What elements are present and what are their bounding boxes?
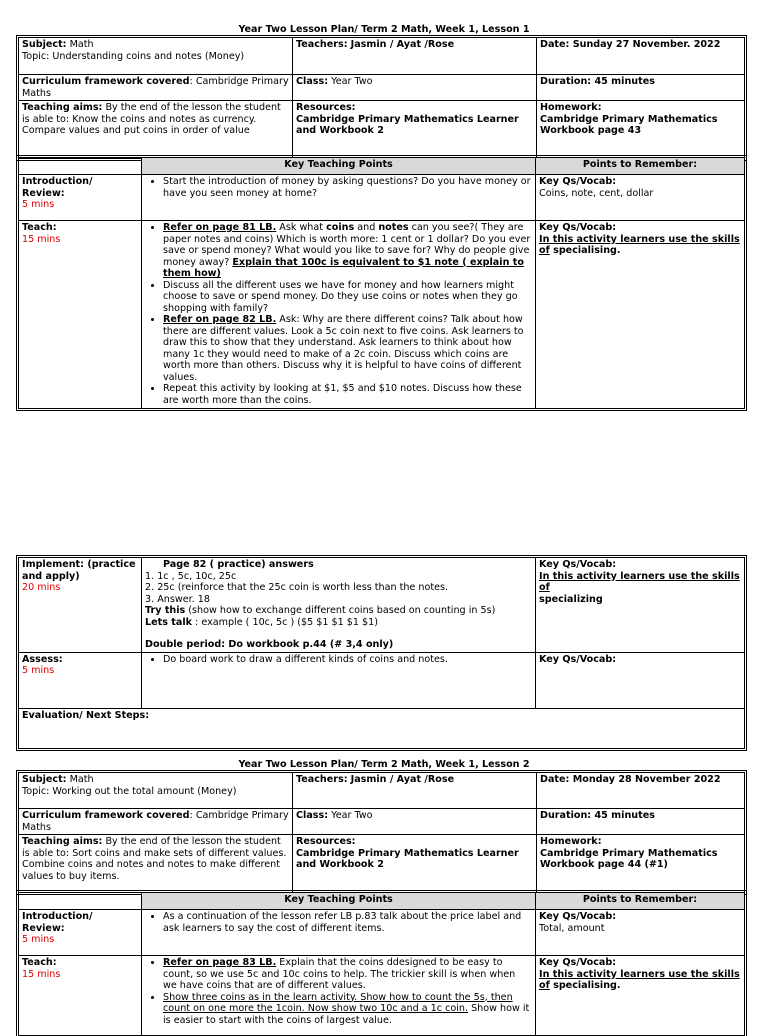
resources-cell	[293, 101, 537, 159]
try-this-line: Try this (show how to exchange different coins based on counting in 5s)	[145, 605, 496, 616]
skills-text: In this activity learners use the skills of	[539, 570, 740, 593]
intro-vocab-cell	[536, 910, 745, 956]
assess-time: 5 mins	[22, 665, 55, 676]
vocab-label: Key Qs/Vocab:	[539, 653, 617, 665]
implement-heading: Page 82 ( practice) answers	[163, 559, 314, 570]
curriculum-value: : Cambridge Primary Maths	[22, 76, 289, 99]
implement-time: 20 mins	[22, 582, 61, 593]
vocab-label: Key Qs/Vocab:	[539, 911, 617, 922]
teach-cell	[19, 221, 142, 409]
answer-line: 3. Answer. 18	[145, 593, 210, 605]
implement-vocab-cell	[536, 558, 745, 653]
lesson1-title: Year Two Lesson Plan/ Term 2 Math, Week 1, Lesson 1	[238, 24, 530, 35]
list-item: • Show three coins as in the learn activity. Show how to count the 5s, then count on one more the 1coin. Now show two 10c and a 1c coin. Show how it is easier to start with the coins of largest value.	[163, 992, 532, 1027]
date-cell: Date: Monday 28 November 2022	[537, 773, 745, 809]
list-item: • Do board work to draw a different kinds of coins and notes.	[163, 654, 532, 666]
homework-label: Homework:	[540, 836, 602, 847]
assess-label: Assess:	[22, 653, 63, 665]
class-cell	[293, 75, 537, 101]
intro-label: Introduction/ Review:	[22, 911, 93, 934]
resources-cell	[293, 835, 537, 893]
implement-content-cell	[142, 558, 536, 653]
class-value: Year Two	[331, 76, 373, 87]
intro-points-cell	[142, 175, 536, 221]
intro-time: 5 mins	[22, 199, 55, 210]
double-period-line: Double period: Do workbook p.44 (# 3,4 only)	[145, 639, 394, 650]
vocab-label: Key Qs/Vocab:	[539, 957, 617, 968]
lets-talk-line: Lets talk : example ( 10c, 5c ) ($5 $1 $1 $1 $1)	[145, 616, 378, 628]
aims-label: Teaching aims:	[22, 102, 103, 113]
resources-value: Cambridge Primary Mathematics Learner and Workbook 2	[296, 113, 519, 136]
list-item: • Start the introduction of money by asking questions? Do you have money or have you seen money at home?	[163, 176, 532, 199]
aims-value: By the end of the lesson the student is able to: Sort coins and make sets of different values. Combine coins and notes and notes to make different values to buy items.	[22, 836, 287, 882]
teach-vocab-cell: Key Qs/Vocab: In this activity learners use the skills of specialising.	[536, 956, 745, 1036]
teachers-label: Teachers:	[296, 774, 348, 785]
skills-value: specializing	[539, 593, 603, 605]
list-item: • As a continuation of the lesson refer LB p.83 talk about the price label and ask learners to say the cost of different items.	[163, 911, 532, 934]
aims-cell	[19, 101, 293, 159]
resources-label: Resources:	[296, 102, 356, 113]
subject-cell	[19, 773, 293, 809]
topic-text: Topic: Understanding coins and notes (Money)	[22, 50, 245, 62]
list-item: • Repeat this activity by looking at $1, $5 and $10 notes. Discuss how these are worth more than the coins.	[163, 383, 532, 406]
lesson2-title: Year Two Lesson Plan/ Term 2 Math, Week 1, Lesson 2	[238, 759, 530, 770]
resources-label: Resources:	[296, 836, 356, 847]
subject-cell	[19, 38, 293, 75]
aims-cell	[19, 835, 293, 893]
curriculum-value: : Cambridge Primary Maths	[22, 810, 289, 833]
answer-line: 1. 1c , 5c, 10c, 25c	[145, 570, 237, 582]
curriculum-label: Curriculum framework covered	[22, 810, 190, 821]
duration-cell: Duration: 45 minutes	[537, 809, 745, 835]
subject-value: Math	[69, 774, 94, 785]
subject-value: Math	[69, 39, 94, 50]
homework-cell	[537, 835, 745, 893]
teach-time: 15 mins	[22, 233, 61, 245]
list-item: • Refer on page 81 LB. Ask what coins and notes can you see?( They are paper notes and coins) Which is worth more: 1 cent or 1 dollar? Do you ever save or spend money? What would you like to save for? Why do people give money away? Explain that 100c is equivalent to $1 note ( explain to them how)	[163, 222, 532, 280]
key-points-header: Key Teaching Points	[142, 158, 536, 175]
lesson1-points-table	[18, 157, 745, 409]
duration-cell: Duration: 45 minutes	[537, 75, 745, 101]
answer-line: 2. 25c (reinforce that the 25c coin is worth less than the notes.	[145, 582, 449, 593]
class-value: Year Two	[331, 810, 373, 821]
intro-label: Introduction/ Review:	[22, 176, 93, 199]
skills-text: In this activity learners use the skills of	[539, 233, 740, 256]
key-points-header: Key Teaching Points	[142, 893, 536, 910]
assess-vocab-cell	[536, 652, 745, 708]
resources-value: Cambridge Primary Mathematics Learner and Workbook 2	[296, 847, 519, 870]
intro-cell	[19, 910, 142, 956]
assess-points-cell	[142, 652, 536, 708]
lesson2-header-table	[18, 772, 745, 893]
skills-text: In this activity learners use the skills of	[539, 968, 740, 991]
subject-label: Subject:	[22, 39, 67, 50]
assess-cell	[19, 652, 142, 708]
homework-label: Homework:	[540, 102, 602, 113]
curriculum-cell	[19, 809, 293, 835]
teachers-value: Jasmin / Ayat /Rose	[350, 39, 455, 50]
class-cell	[293, 809, 537, 835]
evaluation-cell: Evaluation/ Next Steps:	[19, 708, 745, 748]
teach-label: Teach:	[22, 957, 57, 968]
homework-cell	[537, 101, 745, 159]
lesson2-points-table	[18, 892, 745, 1036]
teach-vocab-cell: Key Qs/Vocab: In this activity learners use the skills of specialising.	[536, 221, 745, 409]
class-label: Class:	[296, 810, 329, 821]
aims-value: By the end of the lesson the student is able to: Know the coins and notes as currency. Compare values and put coins in order of value	[22, 102, 281, 136]
topic-text: Topic: Working out the total amount (Money)	[22, 785, 237, 797]
subject-label: Subject:	[22, 774, 67, 785]
vocab-label: Key Qs/Vocab:	[539, 176, 617, 187]
homework-value: Cambridge Primary Mathematics Workbook page 44 (#1)	[540, 847, 718, 870]
implement-label: Implement: (practice and apply)	[22, 559, 136, 582]
vocab-label: Key Qs/Vocab:	[539, 559, 617, 570]
vocab-label: Key Qs/Vocab:	[539, 222, 617, 233]
curriculum-cell	[19, 75, 293, 101]
list-item: • Discuss all the different uses we have for money and how learners might choose to save or spend money. Do they use coins or notes when they go shopping with family?	[163, 280, 532, 315]
intro-cell	[19, 175, 142, 221]
intro-time: 5 mins	[22, 934, 55, 945]
teach-time: 15 mins	[22, 968, 61, 980]
teachers-label: Teachers:	[296, 39, 348, 50]
teachers-cell	[293, 38, 537, 75]
aims-label: Teaching aims:	[22, 836, 103, 847]
vocab-value: Coins, note, cent, dollar	[539, 187, 654, 199]
teachers-cell	[293, 773, 537, 809]
intro-vocab-cell	[536, 175, 745, 221]
curriculum-label: Curriculum framework covered	[22, 76, 190, 87]
lesson1-continued-table	[18, 557, 745, 749]
intro-points-cell	[142, 910, 536, 956]
lesson1-header-table	[18, 37, 745, 159]
remember-header: Points to Remember:	[536, 893, 745, 910]
remember-header: Points to Remember:	[536, 158, 745, 175]
class-label: Class:	[296, 76, 329, 87]
list-item: • Refer on page 82 LB. Ask: Why are there different coins? Talk about how there are different values. Look a 5c coin next to five coins. Ask learners to draw this to show that they understand. Ask learners to think about how many 1c they would need to make of a 2c coin. Discuss which coins are worth more than others. Discuss why it is helpful to have coins of different values.	[163, 314, 532, 383]
homework-value: Cambridge Primary Mathematics Workbook page 43	[540, 113, 718, 136]
teachers-value: Jasmin / Ayat /Rose	[350, 774, 455, 785]
implement-cell	[19, 558, 142, 653]
date-cell: Date: Sunday 27 November. 2022	[537, 38, 745, 75]
teach-points-cell	[142, 221, 536, 409]
vocab-value: Total, amount	[539, 922, 605, 934]
teach-label: Teach:	[22, 222, 57, 233]
list-item: • Refer on page 83 LB. Explain that the coins ddesigned to be easy to count, so we use 5c and 10c coins to help. The trickier skill is when when we have coins that are of different values.	[163, 957, 532, 992]
